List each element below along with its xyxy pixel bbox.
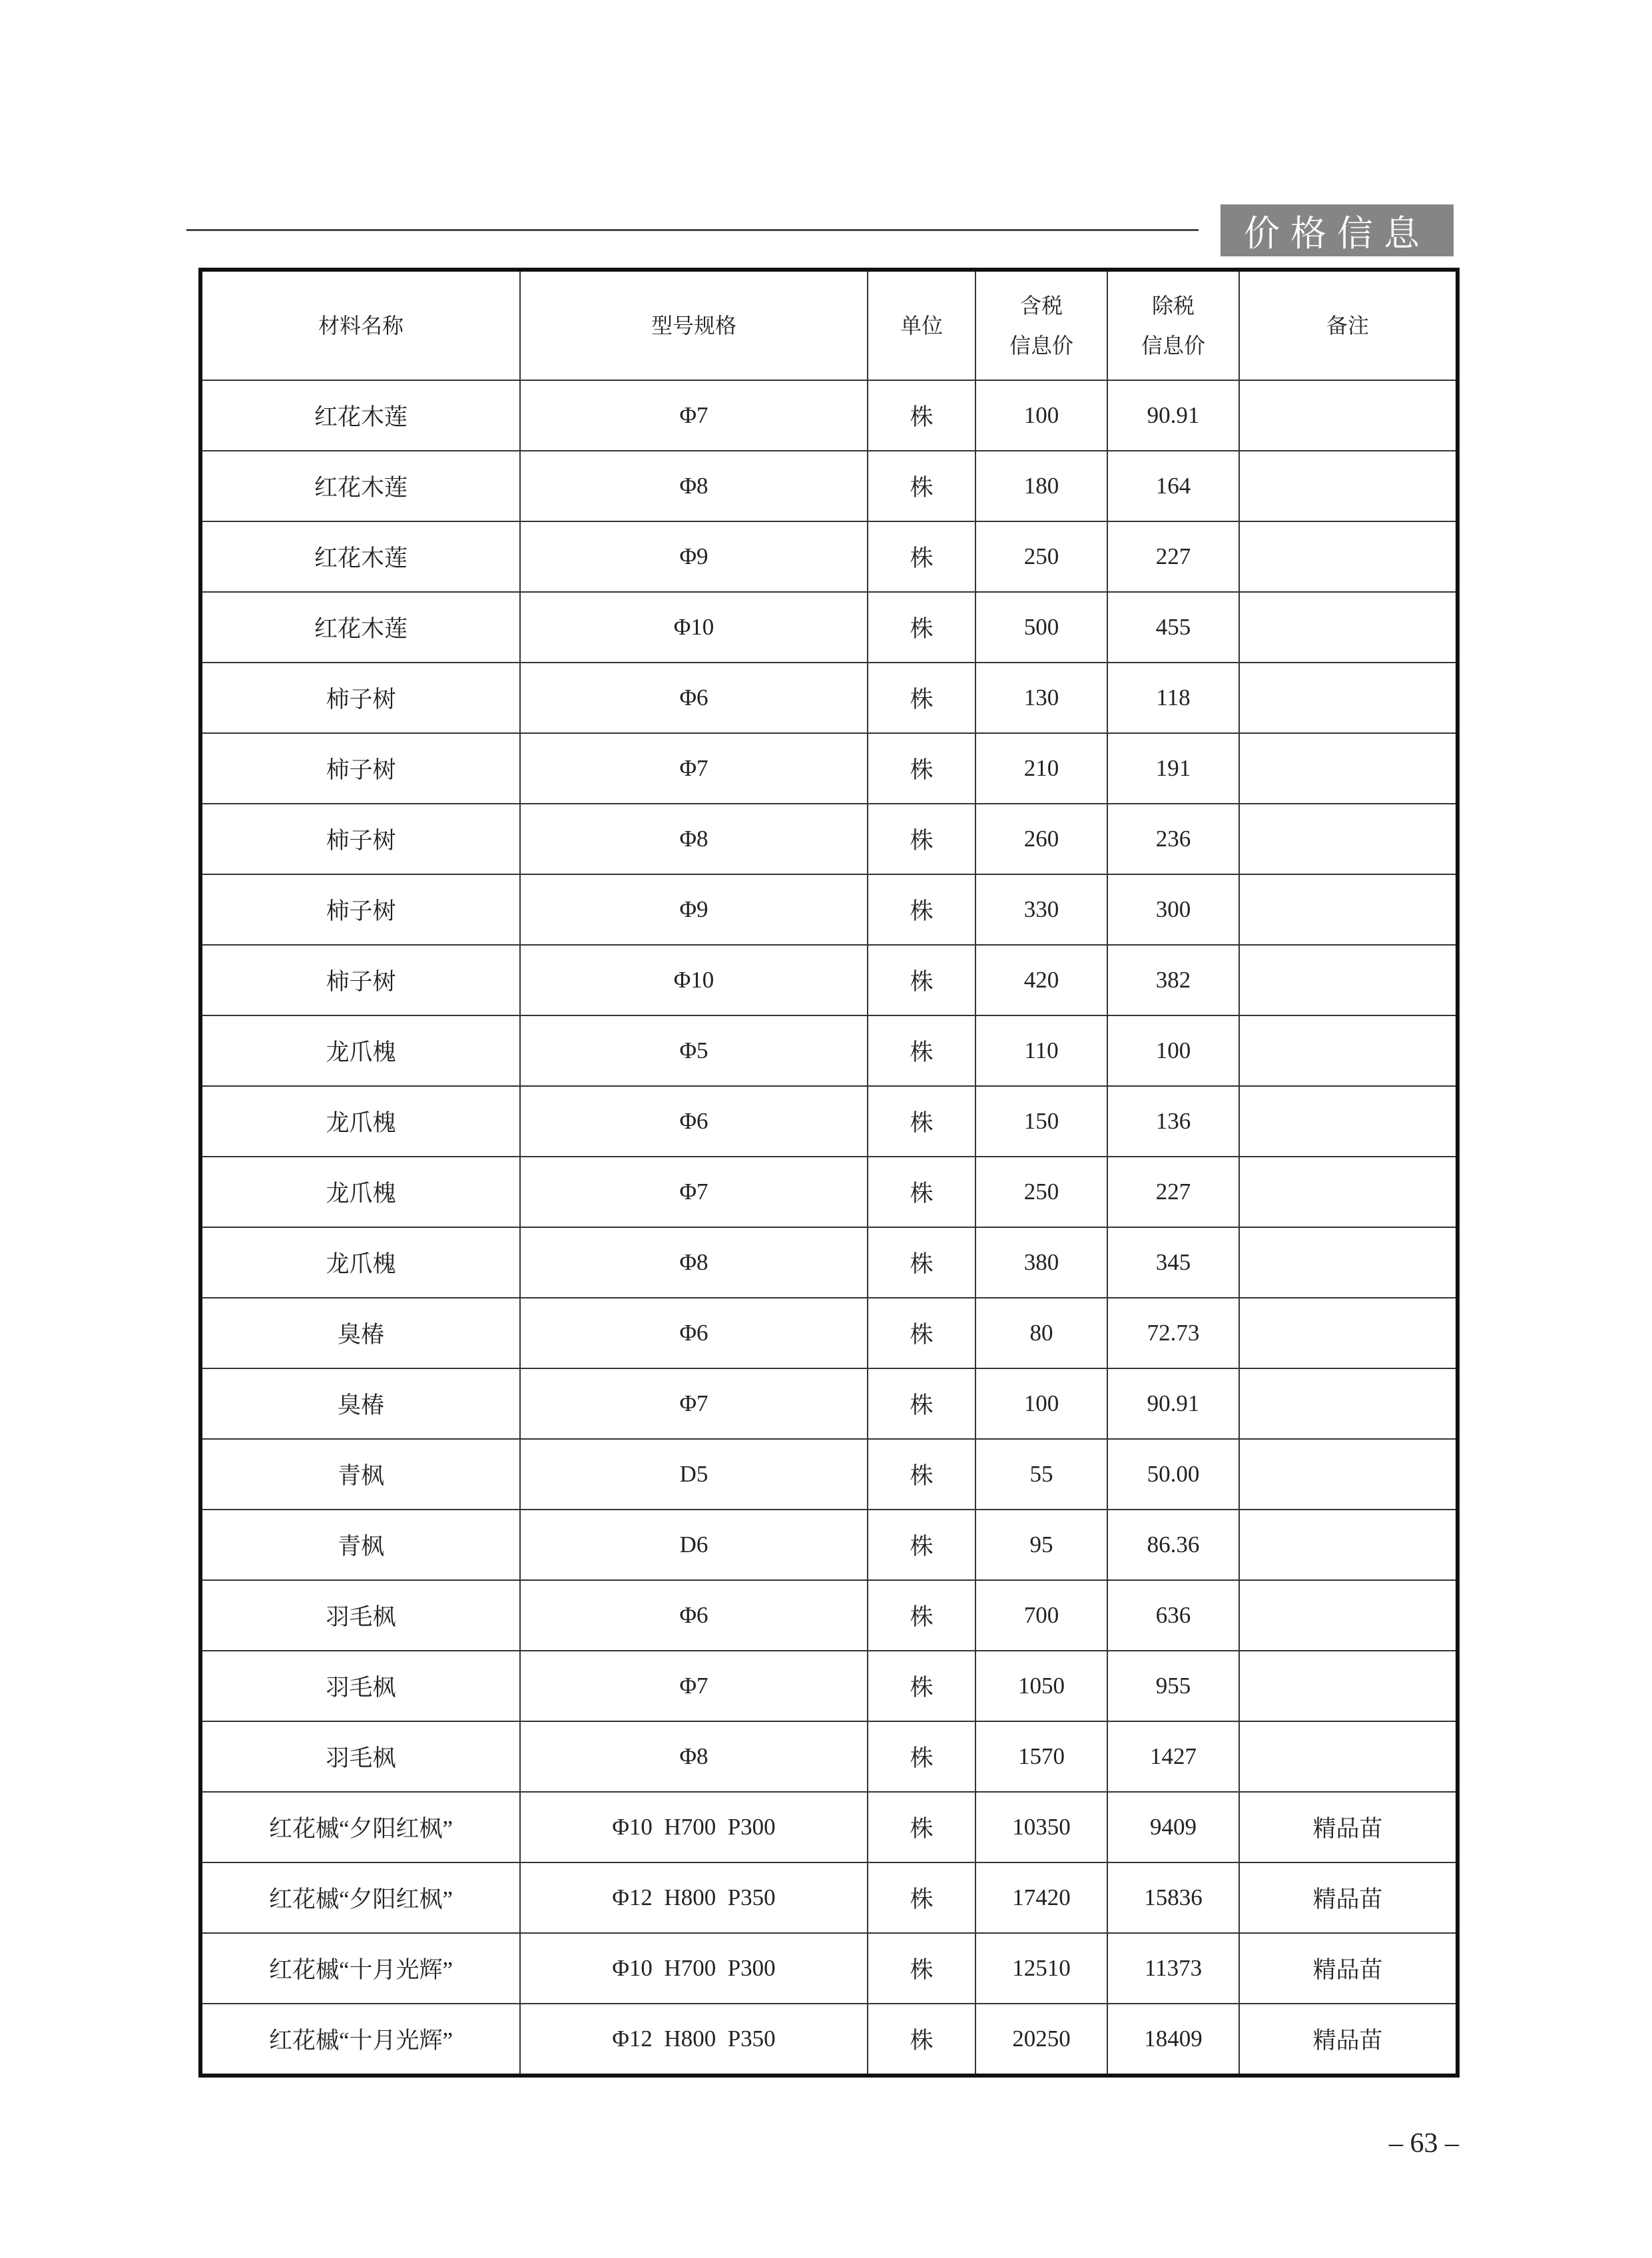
cell-spec: Φ10 — [520, 945, 868, 1015]
header-price-excl-tax: 除税 信息价 — [1107, 270, 1239, 380]
cell-price-incl-tax: 110 — [975, 1015, 1107, 1086]
cell-price-incl-tax: 1570 — [975, 1721, 1107, 1792]
cell-spec: Φ10 — [520, 592, 868, 663]
cell-spec: Φ8 — [520, 451, 868, 521]
table-row — [200, 1510, 1458, 1580]
cell-remark: 精品苗 — [1239, 1792, 1458, 1862]
table-row — [200, 380, 1458, 451]
cell-price-excl-tax: 345 — [1107, 1227, 1239, 1298]
table-row — [200, 1721, 1458, 1792]
price-table — [198, 268, 1460, 2078]
cell-spec: Φ6 — [520, 663, 868, 733]
cell-unit: 株 — [868, 1086, 975, 1157]
cell-unit: 株 — [868, 1792, 975, 1862]
cell-spec: Φ7 — [520, 1368, 868, 1439]
cell-price-incl-tax: 150 — [975, 1086, 1107, 1157]
cell-price-incl-tax: 700 — [975, 1580, 1107, 1651]
cell-price-incl-tax: 420 — [975, 945, 1107, 1015]
cell-material-name: 柿子树 — [200, 874, 520, 945]
cell-price-incl-tax: 12510 — [975, 1933, 1107, 2004]
header-price-incl-tax: 含税 信息价 — [975, 270, 1107, 380]
cell-remark — [1239, 1298, 1458, 1368]
cell-unit: 株 — [868, 1015, 975, 1086]
cell-unit: 株 — [868, 874, 975, 945]
cell-price-excl-tax: 90.91 — [1107, 380, 1239, 451]
cell-price-excl-tax: 11373 — [1107, 1933, 1239, 2004]
cell-material-name: 龙爪槐 — [200, 1227, 520, 1298]
header-row — [200, 270, 1458, 380]
cell-remark: 精品苗 — [1239, 1933, 1458, 2004]
cell-material-name: 柿子树 — [200, 945, 520, 1015]
cell-spec: Φ8 — [520, 804, 868, 874]
cell-price-incl-tax: 330 — [975, 874, 1107, 945]
cell-spec: Φ10 H700 P300 — [520, 1933, 868, 2004]
table-row — [200, 945, 1458, 1015]
cell-price-excl-tax: 227 — [1107, 521, 1239, 592]
cell-price-incl-tax: 80 — [975, 1298, 1107, 1368]
table-row — [200, 1227, 1458, 1298]
cell-spec: Φ8 — [520, 1227, 868, 1298]
table-row — [200, 1298, 1458, 1368]
header-material-name: 材料名称 — [200, 270, 520, 380]
cell-price-excl-tax: 15836 — [1107, 1862, 1239, 1933]
cell-spec: Φ9 — [520, 521, 868, 592]
cell-material-name: 羽毛枫 — [200, 1651, 520, 1721]
cell-material-name: 青枫 — [200, 1439, 520, 1510]
cell-remark: 精品苗 — [1239, 1862, 1458, 1933]
cell-remark — [1239, 1015, 1458, 1086]
table-row — [200, 592, 1458, 663]
table-row — [200, 804, 1458, 874]
cell-price-excl-tax: 300 — [1107, 874, 1239, 945]
cell-remark — [1239, 592, 1458, 663]
section-title: 价格信息 — [1221, 204, 1454, 256]
table-row — [200, 1368, 1458, 1439]
cell-unit: 株 — [868, 1298, 975, 1368]
table-row — [200, 1439, 1458, 1510]
cell-price-excl-tax: 100 — [1107, 1015, 1239, 1086]
cell-price-excl-tax: 118 — [1107, 663, 1239, 733]
cell-spec: Φ7 — [520, 1651, 868, 1721]
cell-price-incl-tax: 20250 — [975, 2004, 1107, 2076]
cell-remark — [1239, 663, 1458, 733]
cell-price-incl-tax: 100 — [975, 380, 1107, 451]
cell-spec: Φ6 — [520, 1086, 868, 1157]
cell-remark — [1239, 804, 1458, 874]
cell-unit: 株 — [868, 1510, 975, 1580]
table-row — [200, 1651, 1458, 1721]
cell-unit: 株 — [868, 451, 975, 521]
table-row — [200, 451, 1458, 521]
cell-remark — [1239, 1086, 1458, 1157]
table-row — [200, 663, 1458, 733]
cell-unit: 株 — [868, 1368, 975, 1439]
table-row — [200, 521, 1458, 592]
cell-price-excl-tax: 236 — [1107, 804, 1239, 874]
cell-price-incl-tax: 17420 — [975, 1862, 1107, 1933]
table-row — [200, 1792, 1458, 1862]
cell-price-incl-tax: 130 — [975, 663, 1107, 733]
cell-unit: 株 — [868, 380, 975, 451]
cell-material-name: 臭椿 — [200, 1298, 520, 1368]
cell-remark — [1239, 380, 1458, 451]
cell-unit: 株 — [868, 592, 975, 663]
cell-material-name: 龙爪槐 — [200, 1157, 520, 1227]
cell-price-incl-tax: 250 — [975, 1157, 1107, 1227]
cell-spec: Φ12 H800 P350 — [520, 2004, 868, 2076]
cell-remark — [1239, 1510, 1458, 1580]
cell-spec: D5 — [520, 1439, 868, 1510]
cell-price-incl-tax: 250 — [975, 521, 1107, 592]
cell-price-excl-tax: 382 — [1107, 945, 1239, 1015]
cell-remark — [1239, 1651, 1458, 1721]
cell-unit: 株 — [868, 733, 975, 804]
cell-remark — [1239, 1157, 1458, 1227]
cell-spec: Φ6 — [520, 1580, 868, 1651]
cell-unit: 株 — [868, 804, 975, 874]
cell-price-excl-tax: 9409 — [1107, 1792, 1239, 1862]
header-rule — [186, 229, 1199, 231]
cell-material-name: 青枫 — [200, 1510, 520, 1580]
table-row — [200, 1580, 1458, 1651]
cell-unit: 株 — [868, 663, 975, 733]
table-body — [200, 380, 1458, 2076]
table-row — [200, 1933, 1458, 2004]
table-row — [200, 1157, 1458, 1227]
table-row — [200, 874, 1458, 945]
cell-material-name: 臭椿 — [200, 1368, 520, 1439]
cell-price-incl-tax: 380 — [975, 1227, 1107, 1298]
cell-spec: Φ7 — [520, 380, 868, 451]
cell-price-excl-tax: 136 — [1107, 1086, 1239, 1157]
cell-material-name: 红花槭“十月光辉” — [200, 1933, 520, 2004]
header-spec: 型号规格 — [520, 270, 868, 380]
cell-unit: 株 — [868, 1227, 975, 1298]
cell-price-excl-tax: 164 — [1107, 451, 1239, 521]
cell-spec: Φ5 — [520, 1015, 868, 1086]
cell-spec: Φ7 — [520, 733, 868, 804]
cell-remark: 精品苗 — [1239, 2004, 1458, 2076]
cell-remark — [1239, 1227, 1458, 1298]
header-remark: 备注 — [1239, 270, 1458, 380]
cell-price-incl-tax: 55 — [975, 1439, 1107, 1510]
cell-material-name: 红花木莲 — [200, 521, 520, 592]
cell-unit: 株 — [868, 945, 975, 1015]
cell-price-incl-tax: 260 — [975, 804, 1107, 874]
cell-unit: 株 — [868, 1721, 975, 1792]
cell-material-name: 红花木莲 — [200, 592, 520, 663]
cell-price-excl-tax: 191 — [1107, 733, 1239, 804]
cell-remark — [1239, 874, 1458, 945]
cell-material-name: 柿子树 — [200, 663, 520, 733]
cell-material-name: 柿子树 — [200, 733, 520, 804]
cell-spec: Φ6 — [520, 1298, 868, 1368]
cell-price-incl-tax: 10350 — [975, 1792, 1107, 1862]
table-row — [200, 2004, 1458, 2076]
cell-remark — [1239, 1439, 1458, 1510]
cell-remark — [1239, 451, 1458, 521]
cell-price-excl-tax: 455 — [1107, 592, 1239, 663]
cell-remark — [1239, 733, 1458, 804]
cell-remark — [1239, 521, 1458, 592]
cell-spec: Φ8 — [520, 1721, 868, 1792]
cell-price-excl-tax: 18409 — [1107, 2004, 1239, 2076]
cell-unit: 株 — [868, 1933, 975, 2004]
cell-material-name: 羽毛枫 — [200, 1721, 520, 1792]
cell-spec: D6 — [520, 1510, 868, 1580]
cell-spec: Φ9 — [520, 874, 868, 945]
table-row — [200, 1086, 1458, 1157]
table-row — [200, 1015, 1458, 1086]
cell-remark — [1239, 1580, 1458, 1651]
cell-material-name: 柿子树 — [200, 804, 520, 874]
cell-spec: Φ10 H700 P300 — [520, 1792, 868, 1862]
cell-unit: 株 — [868, 1439, 975, 1510]
cell-material-name: 龙爪槐 — [200, 1015, 520, 1086]
cell-remark — [1239, 945, 1458, 1015]
cell-price-excl-tax: 50.00 — [1107, 1439, 1239, 1510]
cell-material-name: 红花木莲 — [200, 451, 520, 521]
cell-price-incl-tax: 500 — [975, 592, 1107, 663]
cell-unit: 株 — [868, 521, 975, 592]
cell-price-excl-tax: 90.91 — [1107, 1368, 1239, 1439]
cell-material-name: 羽毛枫 — [200, 1580, 520, 1651]
cell-spec: Φ12 H800 P350 — [520, 1862, 868, 1933]
header-unit: 单位 — [868, 270, 975, 380]
cell-material-name: 红花槭“十月光辉” — [200, 2004, 520, 2076]
cell-material-name: 龙爪槐 — [200, 1086, 520, 1157]
cell-remark — [1239, 1721, 1458, 1792]
cell-price-incl-tax: 1050 — [975, 1651, 1107, 1721]
cell-material-name: 红花木莲 — [200, 380, 520, 451]
cell-price-incl-tax: 180 — [975, 451, 1107, 521]
page-number: – 63 – — [1389, 2128, 1459, 2159]
cell-price-excl-tax: 72.73 — [1107, 1298, 1239, 1368]
table-row — [200, 1862, 1458, 1933]
cell-price-excl-tax: 955 — [1107, 1651, 1239, 1721]
cell-unit: 株 — [868, 1651, 975, 1721]
cell-price-incl-tax: 100 — [975, 1368, 1107, 1439]
cell-material-name: 红花槭“夕阳红枫” — [200, 1862, 520, 1933]
cell-price-excl-tax: 636 — [1107, 1580, 1239, 1651]
table-row — [200, 733, 1458, 804]
cell-unit: 株 — [868, 1580, 975, 1651]
cell-remark — [1239, 1368, 1458, 1439]
cell-unit: 株 — [868, 1862, 975, 1933]
cell-price-excl-tax: 227 — [1107, 1157, 1239, 1227]
cell-price-excl-tax: 86.36 — [1107, 1510, 1239, 1580]
cell-price-incl-tax: 210 — [975, 733, 1107, 804]
cell-price-incl-tax: 95 — [975, 1510, 1107, 1580]
cell-material-name: 红花槭“夕阳红枫” — [200, 1792, 520, 1862]
cell-spec: Φ7 — [520, 1157, 868, 1227]
table-header — [200, 270, 1458, 380]
cell-price-excl-tax: 1427 — [1107, 1721, 1239, 1792]
cell-unit: 株 — [868, 2004, 975, 2076]
cell-unit: 株 — [868, 1157, 975, 1227]
